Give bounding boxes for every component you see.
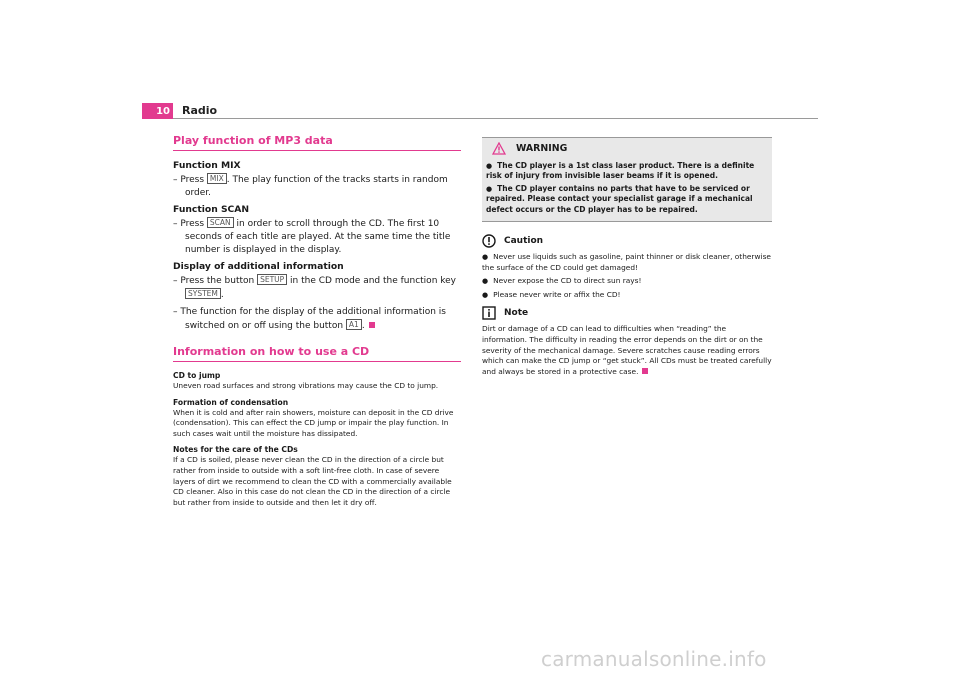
note-label: Note [504,308,529,319]
key-system: SYSTEM [185,288,221,299]
step-switch: – The function for the display of the additional information is switched on or off using the button A1 . [173,307,446,331]
caution-exclamation-icon [482,234,496,248]
section-title-cd-use: Information on how to use a CD [173,345,461,362]
text-condensation: When it is cold and after rain showers, moisture can deposit in the CD drive (condensation). This can effect the CD jump or impair the play function. In such cases wait until the moisture has dissipated. [173,407,454,438]
end-marker-icon [642,368,648,374]
heading-additional-info: Display of additional information [173,261,344,272]
section-title-mp3: Play function of MP3 data [173,134,461,151]
note-text: Dirt or damage of a CD can lead to difficulties when “reading” the information. The difficulty in reading the error depends on the dirt or on the severity of the mechanical damage. Severe scratches cause reading errors which can make the CD jump or “get stuck”. All CDs must be treated carefully and always be stored in a protective case. [482,324,772,376]
right-column [482,137,772,380]
header-divider [173,118,818,119]
caution-item: ● Never expose the CD to direct sun rays! [482,276,642,286]
key-scan: SCAN [207,217,234,228]
note-header [482,306,772,320]
warning-triangle-icon [492,142,506,155]
heading-cd-care: Notes for the care of the CDs [173,445,298,455]
warning-item: ● The CD player is a 1st class laser product. There is a definite risk of injury from invisible laser beams if it is opened. [486,161,755,181]
key-mix: MIX [207,173,227,184]
footer-watermark: carmanualsonline.info [541,647,767,671]
end-marker-icon [369,322,375,328]
text-cd-jump: Uneven road surfaces and strong vibrations may cause the CD to jump. [173,381,439,390]
warning-label: WARNING [516,143,568,154]
warning-item: ● The CD player contains no parts that have to be serviced or repaired. Please contact your specialist garage if a mechanical defect occurs or the CD player has to be repaired. [486,183,753,214]
text-cd-care: If a CD is soiled, please never clean the CD in the direction of a circle but rather from inside to outside with a soft lint-free cloth. In case of severe layers of dirt we recommend to clean the CD with a commercially available CD cleaner. Also in this case do not clean the CD in the direction of a circle but rather from inside to outside and then let it dry off. [173,455,452,507]
note-info-icon [482,306,496,320]
page-header-title: Radio [182,104,218,117]
heading-function-scan: Function SCAN [173,204,250,215]
caution-item: ● Please never write or affix the CD! [482,289,621,299]
heading-condensation: Formation of condensation [173,397,289,407]
key-setup: SETUP [257,274,287,285]
caution-item: ● Never use liquids such as gasoline, paint thinner or disk cleaner, otherwise the surface of the CD could get damaged! [482,252,771,272]
step-setup: – Press the button SETUP in the CD mode and the function key SYSTEM . [173,275,457,300]
heading-function-mix: Function MIX [173,160,241,171]
caution-header [482,234,772,248]
warning-box [482,137,772,222]
heading-cd-jump: CD to jump [173,371,221,380]
caution-label: Caution [504,236,544,247]
step-scan: – Press SCAN in order to scroll through the CD. The first 10 seconds of each title are played. At the same time the title number is displayed in the display. [173,218,451,255]
warning-header [486,142,768,155]
left-column [173,134,461,508]
key-a1: A1 [346,319,362,330]
step-mix: – Press MIX . The play function of the tracks starts in random order. [173,174,448,198]
page-number: 10 [142,103,173,119]
